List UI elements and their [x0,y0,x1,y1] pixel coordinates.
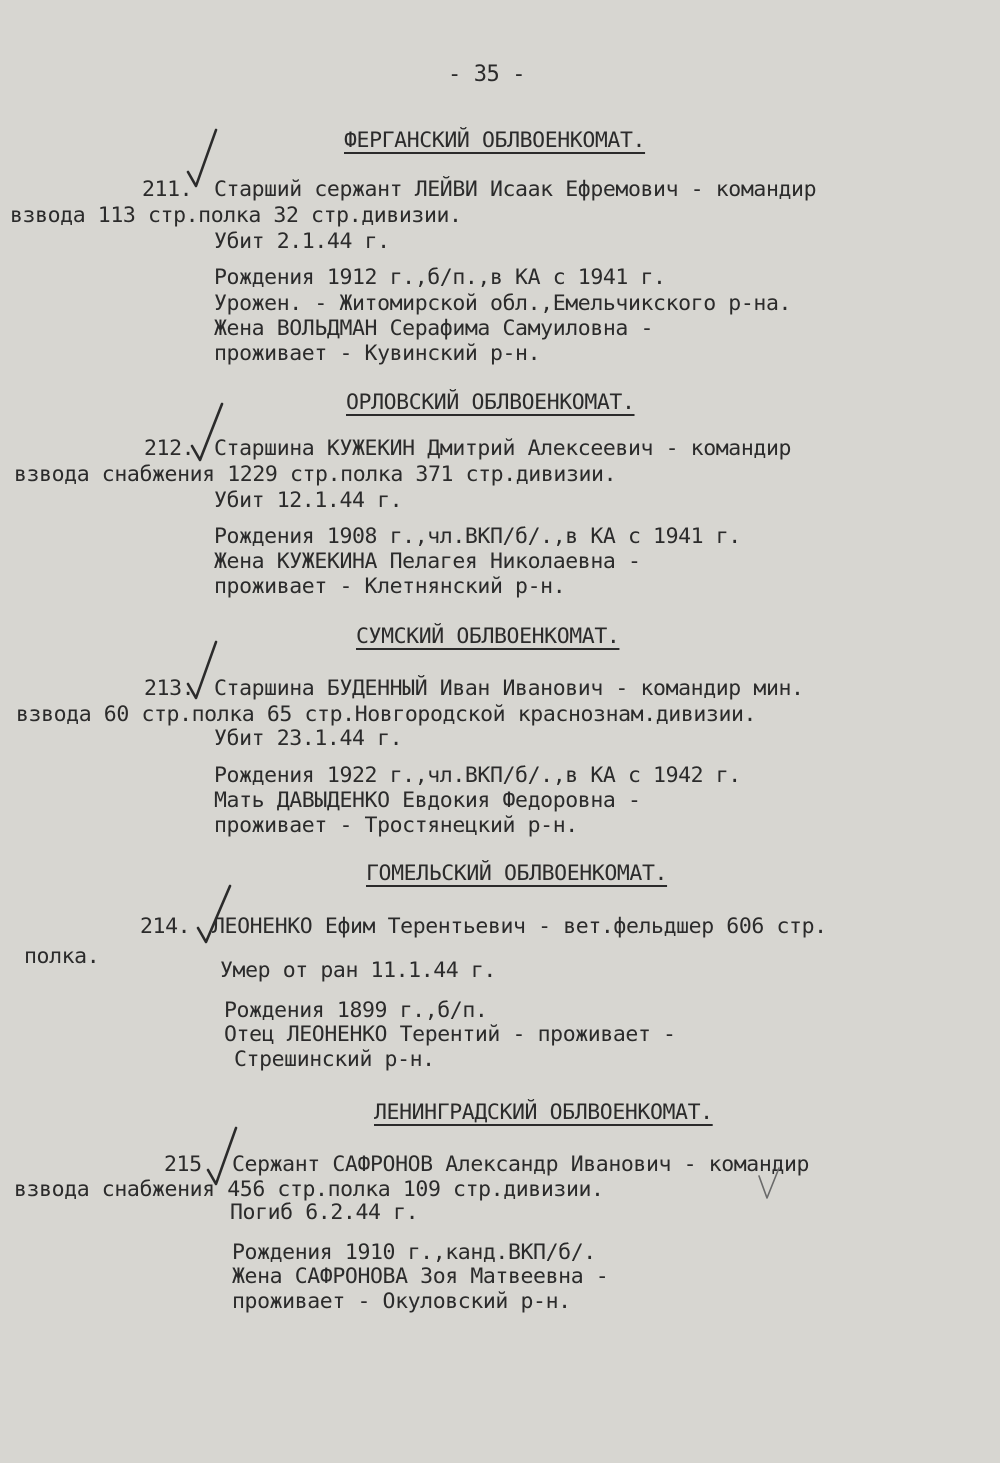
entry-number: 212. [144,436,195,461]
entry-line-2: взвода снабжения 456 стр.полка 109 стр.дивизии. [14,1177,604,1202]
entry-detail: Жена КУЖЕКИНА Пелагея Николаевна - [214,549,641,574]
entry-detail: Рождения 1922 г.,чл.ВКП/б/.,в КА с 1942 г. [214,763,741,788]
entry-line-1: Старшина КУЖЕКИН Дмитрий Алексеевич - командир [214,436,792,461]
entry-line-1: Старший сержант ЛЕЙВИ Исаак Ефремович - командир [214,177,817,202]
entry-detail: проживает - Кувинский р-н. [214,341,541,366]
entry-death: Убит 12.1.44 г. [214,488,403,513]
entry-number: 211. [142,177,193,202]
entry-detail: проживает - Тростянецкий р-н. [214,813,578,838]
entry-detail: проживает - Клетнянский р-н. [214,574,566,599]
entry-number: 215 [164,1152,202,1177]
entry-number: 213. [144,676,195,701]
entry-detail: Жена ВОЛЬДМАН Серафима Самуиловна - [214,316,654,341]
section-heading: ЛЕНИНГРАДСКИЙ ОБЛВОЕНКОМАТ. [374,1100,713,1125]
section-heading: СУМСКИЙ ОБЛВОЕНКОМАТ. [356,624,620,649]
entry-detail: Отец ЛЕОНЕНКО Терентий - проживает - [224,1022,676,1047]
entry-line-1: Сержант САФРОНОВ Александр Иванович - командир [232,1152,810,1177]
entry-detail: Рождения 1910 г.,канд.ВКП/б/. [232,1240,596,1265]
entry-line-1: Старшина БУДЕННЫЙ Иван Иванович - командир мин. [214,676,804,701]
entry-detail: Жена САФРОНОВА Зоя Матвеевна - [232,1264,609,1289]
entry-number: 214. [140,914,191,939]
entry-detail: Урожен. - Житомирской обл.,Емельчикского р-на. [214,291,792,316]
entry-death: Убит 23.1.44 г. [214,726,403,751]
entry-death: Погиб 6.2.44 г. [230,1200,419,1225]
entry-line-2: полка. [24,944,100,969]
section-heading: ГОМЕЛЬСКИЙ ОБЛВОЕНКОМАТ. [366,861,668,886]
entry-detail: Рождения 1908 г.,чл.ВКП/б/.,в КА с 1941 г. [214,524,741,549]
entry-line-2: взвода 60 стр.полка 65 стр.Новгородской краснознам.дивизии. [16,702,757,727]
entry-detail: Рождения 1912 г.,б/п.,в КА с 1941 г. [214,265,666,290]
entry-detail: Стрешинский р-н. [234,1047,435,1072]
entry-death: Умер от ран 11.1.44 г. [220,958,496,983]
entry-detail: проживает - Окуловский р-н. [232,1289,571,1314]
entry-line-1: ЛЕОНЕНКО Ефим Терентьевич - вет.фельдшер 606 стр. [212,914,827,939]
section-heading: ФЕРГАНСКИЙ ОБЛВОЕНКОМАТ. [344,128,646,153]
entry-line-2: взвода снабжения 1229 стр.полка 371 стр.дивизии. [14,462,617,487]
entry-death: Убит 2.1.44 г. [214,229,390,254]
entry-detail: Рождения 1899 г.,б/п. [224,998,488,1023]
pencil-check-icon [756,1166,782,1202]
page-number: - 35 - [448,62,526,87]
entry-line-2: взвода 113 стр.полка 32 стр.дивизии. [10,203,462,228]
entry-detail: Мать ДАВЫДЕНКО Евдокия Федоровна - [214,788,641,813]
section-heading: ОРЛОВСКИЙ ОБЛВОЕНКОМАТ. [346,390,635,415]
